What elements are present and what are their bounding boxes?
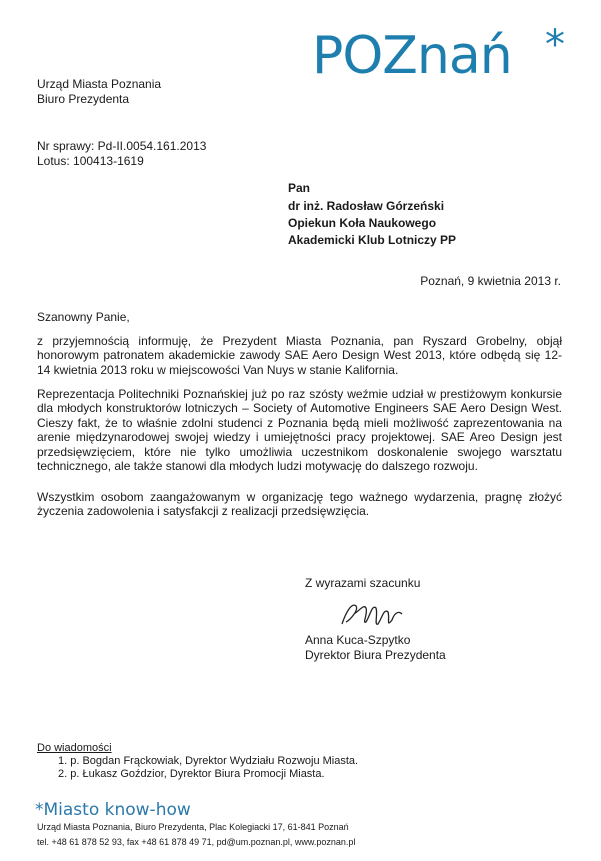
footer-contact: tel. +48 61 878 52 93, fax +48 61 878 49 71, pd@um.poznan.pl, www.poznan.pl: [37, 837, 356, 847]
signatory-name: Anna Kuca-Szpytko: [305, 633, 411, 647]
logo-wordmark: POZnań: [312, 26, 512, 86]
salutation: Szanowny Panie,: [37, 310, 130, 324]
recipient-line-3: Opiekun Koła Naukowego: [288, 216, 437, 230]
logo-star-icon: *: [545, 22, 565, 68]
case-number: Nr sprawy: Pd-II.0054.161.2013: [37, 139, 207, 153]
handwritten-signature: [336, 594, 406, 634]
cc-heading: Do wiadomości: [37, 742, 112, 754]
date-place: Poznań, 9 kwietnia 2013 r.: [420, 274, 561, 288]
sender-office: Urząd Miasta Poznania: [37, 77, 162, 91]
signatory-title: Dyrektor Biura Prezydenta: [305, 648, 446, 662]
footer-star-icon: *: [35, 800, 44, 820]
body-paragraph-2: Reprezentacja Politechniki Poznańskiej już po raz szósty weźmie udział w prestiżowym konkursie dla młodych konstruktorów lotniczych – Society of Automotive Engineers SAE Aero Design West. Cieszy fakt, że to właśnie zdolni studenci z Poznania będą mieli możliwość zaprezentowania na arenie międzynarodowej swojej wiedzy i umiejętności pracy projektowej. SAE Areo Design jest przedsięwzięciem, które nie tylko umożliwia uczestnikom doskonalenie swojego warsztatu technicznego, ale także stanowi dla młodych ludzi motywację do dalszego rozwoju.: [37, 387, 562, 474]
footer-tagline-text: Miasto know-how: [43, 800, 191, 820]
closing-regards: Z wyrazami szacunku: [305, 576, 421, 590]
sender-bureau: Biuro Prezydenta: [37, 92, 130, 106]
cc-item-1: 1. p. Bogdan Frąckowiak, Dyrektor Wydziału Rozwoju Miasta.: [58, 755, 359, 767]
footer-tagline: [35, 800, 191, 820]
lotus-number: Lotus: 100413-1619: [37, 154, 144, 168]
recipient-line-1: Pan: [288, 181, 311, 195]
poznan-logo: [312, 22, 582, 96]
recipient-line-2: dr inż. Radosław Górzeński: [288, 199, 445, 213]
cc-item-2: 2. p. Łukasz Goździor, Dyrektor Biura Promocji Miasta.: [58, 768, 325, 780]
recipient-line-4: Akademicki Klub Lotniczy PP: [288, 233, 457, 247]
body-paragraph-1: z przyjemnością informuję, że Prezydent Miasta Poznania, pan Ryszard Grobelny, objął honorowym patronatem akademickie zawody SAE Aero Design West 2013, które odbędą się 12-14 kwietnia 2013 roku w miejscowości Van Nuys w stanie Kalifornia.: [37, 334, 562, 377]
body-paragraph-3: Wszystkim osobom zaangażowanym w organizację tego ważnego wydarzenia, pragnę złożyć życzenia zadowolenia i satysfakcji z realizacji przedsięwzięcia.: [37, 490, 562, 519]
footer-address: Urząd Miasta Poznania, Biuro Prezydenta, Plac Kolegiacki 17, 61-841 Poznań: [37, 822, 349, 832]
